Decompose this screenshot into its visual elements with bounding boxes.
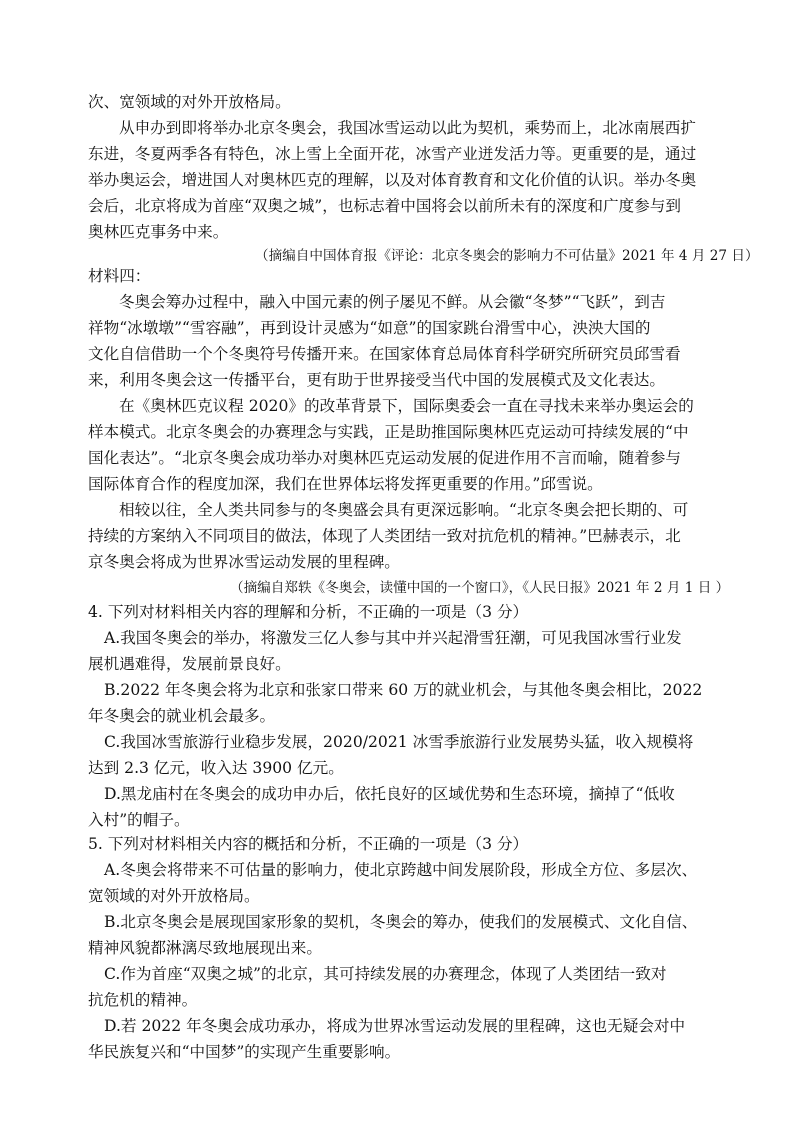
source-citation: （摘编自中国体育报《评论：北京冬奥会的影响力不可估量》2021 年 4 月 27 日） <box>255 248 759 264</box>
text-line: 华民族复兴和“中国梦”的实现产生重要影响。 <box>88 1043 401 1061</box>
text-line: 精神风貌都淋漓尽致地展现出来。 <box>88 939 322 957</box>
text-line: 国际体育合作的程度加深，我们在世界体坛将发挥更重要的作用。”邱雪说。 <box>88 475 603 493</box>
text-line: 相较以往，全人类共同参与的冬奥盛会具有更深远影响。“北京冬奥会把长期的、可 <box>119 501 689 519</box>
text-line: 来，利用冬奥会这一传播平台，更有助于世界接受当代中国的发展模式及文化表达。 <box>88 371 665 389</box>
text-line: 东进，冬夏两季各有特色，冰上雪上全面开花，冰雪产业迸发活力等。更重要的是，通过 <box>88 145 697 163</box>
text-line: 祥物“冰墩墩”“雪容融”，再到设计灵感为“如意”的国家跳台滑雪中心，泱泱大国的 <box>88 319 651 337</box>
text-line: 从申办到即将举办北京冬奥会，我国冰雪运动以此为契机，乘势而上，北冰南展西扩 <box>119 119 696 137</box>
option-d: D.若 2022 年冬奥会成功承办，将成为世界冰雪运动发展的里程碑，这也无疑会对中 <box>104 1017 686 1035</box>
option-b: B.北京冬奥会是展现国家形象的契机，冬奥会的筹办，使我们的发展模式、文化自信、 <box>104 913 698 931</box>
text-line: 举办奥运会，增进国人对奥林匹克的理解，以及对体育教育和文化价值的认识。举办冬奥 <box>88 171 697 189</box>
text-line: 年冬奥会的就业机会最多。 <box>88 707 276 725</box>
option-c: C.作为首座“双奥之城”的北京，其可持续发展的办赛理念，体现了人类团结一致对 <box>104 965 667 983</box>
option-b: B.2022 年冬奥会将为北京和张家口带来 60 万的就业机会，与其他冬奥会相比，2022 <box>104 681 703 699</box>
text-line: 入村”的帽子。 <box>88 811 190 829</box>
text-line: 样本模式。北京冬奥会的办赛理念与实践，正是助推国际奥林匹克运动可持续发展的“中 <box>88 423 689 441</box>
text-line: 宽领域的对外开放格局。 <box>88 887 260 905</box>
text-line: 在《奥林匹克议程 2020》的改革背景下，国际奥委会一直在寻找未来举办奥运会的 <box>119 397 694 415</box>
text-line: 展机遇难得，发展前景良好。 <box>88 655 291 673</box>
text-line: 冬奥会筹办过程中，融入中国元素的例子屡见不鲜。从会徽“冬梦”“飞跃”，到吉 <box>119 293 666 311</box>
text-line: 达到 2.3 亿元，收入达 3900 亿元。 <box>88 759 344 777</box>
text-line: 抗危机的精神。 <box>88 991 198 1009</box>
question-4: 4. 下列对材料相关内容的理解和分析，不正确的一项是（3 分） <box>88 603 529 621</box>
text-line: 次、宽领域的对外开放格局。 <box>88 93 291 111</box>
text-line: 国化表达”。“北京冬奥会成功举办对奥林匹克运动发展的促进作用不言而喻，随着参与 <box>88 449 681 467</box>
section-heading: 材料四： <box>88 267 151 285</box>
option-c: C.我国冰雪旅游行业稳步发展，2020/2021 冰雪季旅游行业发展势头猛，收入规模将 <box>104 733 694 751</box>
option-d: D.黑龙庙村在冬奥会的成功申办后，依托良好的区域优势和生态环境，摘掉了“低收 <box>104 785 675 803</box>
text-line: 文化自信借助一个个冬奥符号传播开来。在国家体育总局体育科学研究所研究员邱雪看 <box>88 345 681 363</box>
question-5: 5. 下列对材料相关内容的概括和分析，不正确的一项是（3 分） <box>88 835 529 853</box>
text-line: 会后，北京将成为首座“双奥之城”，也标志着中国将会以前所未有的深度和广度参与到 <box>88 197 681 215</box>
text-line: 持续的方案纳入不同项目的做法，体现了人类团结一致对抗危机的精神。”巴赫表示，北 <box>88 527 681 545</box>
text-line: 奥林匹克事务中来。 <box>88 223 229 241</box>
option-a: A.我国冬奥会的举办，将激发三亿人参与其中并兴起滑雪狂潮，可见我国冰雪行业发 <box>104 629 682 647</box>
option-a: A.冬奥会将带来不可估量的影响力，使北京跨越中间发展阶段，形成全方位、多层次、 <box>104 861 698 879</box>
text-line: 京冬奥会将成为世界冰雪运动发展的里程碑。 <box>88 553 400 571</box>
source-citation: （摘编自郑轶《冬奥会，读懂中国的一个窗口》，《人民日报》2021 年 2 月 1 日 ） <box>230 580 730 596</box>
